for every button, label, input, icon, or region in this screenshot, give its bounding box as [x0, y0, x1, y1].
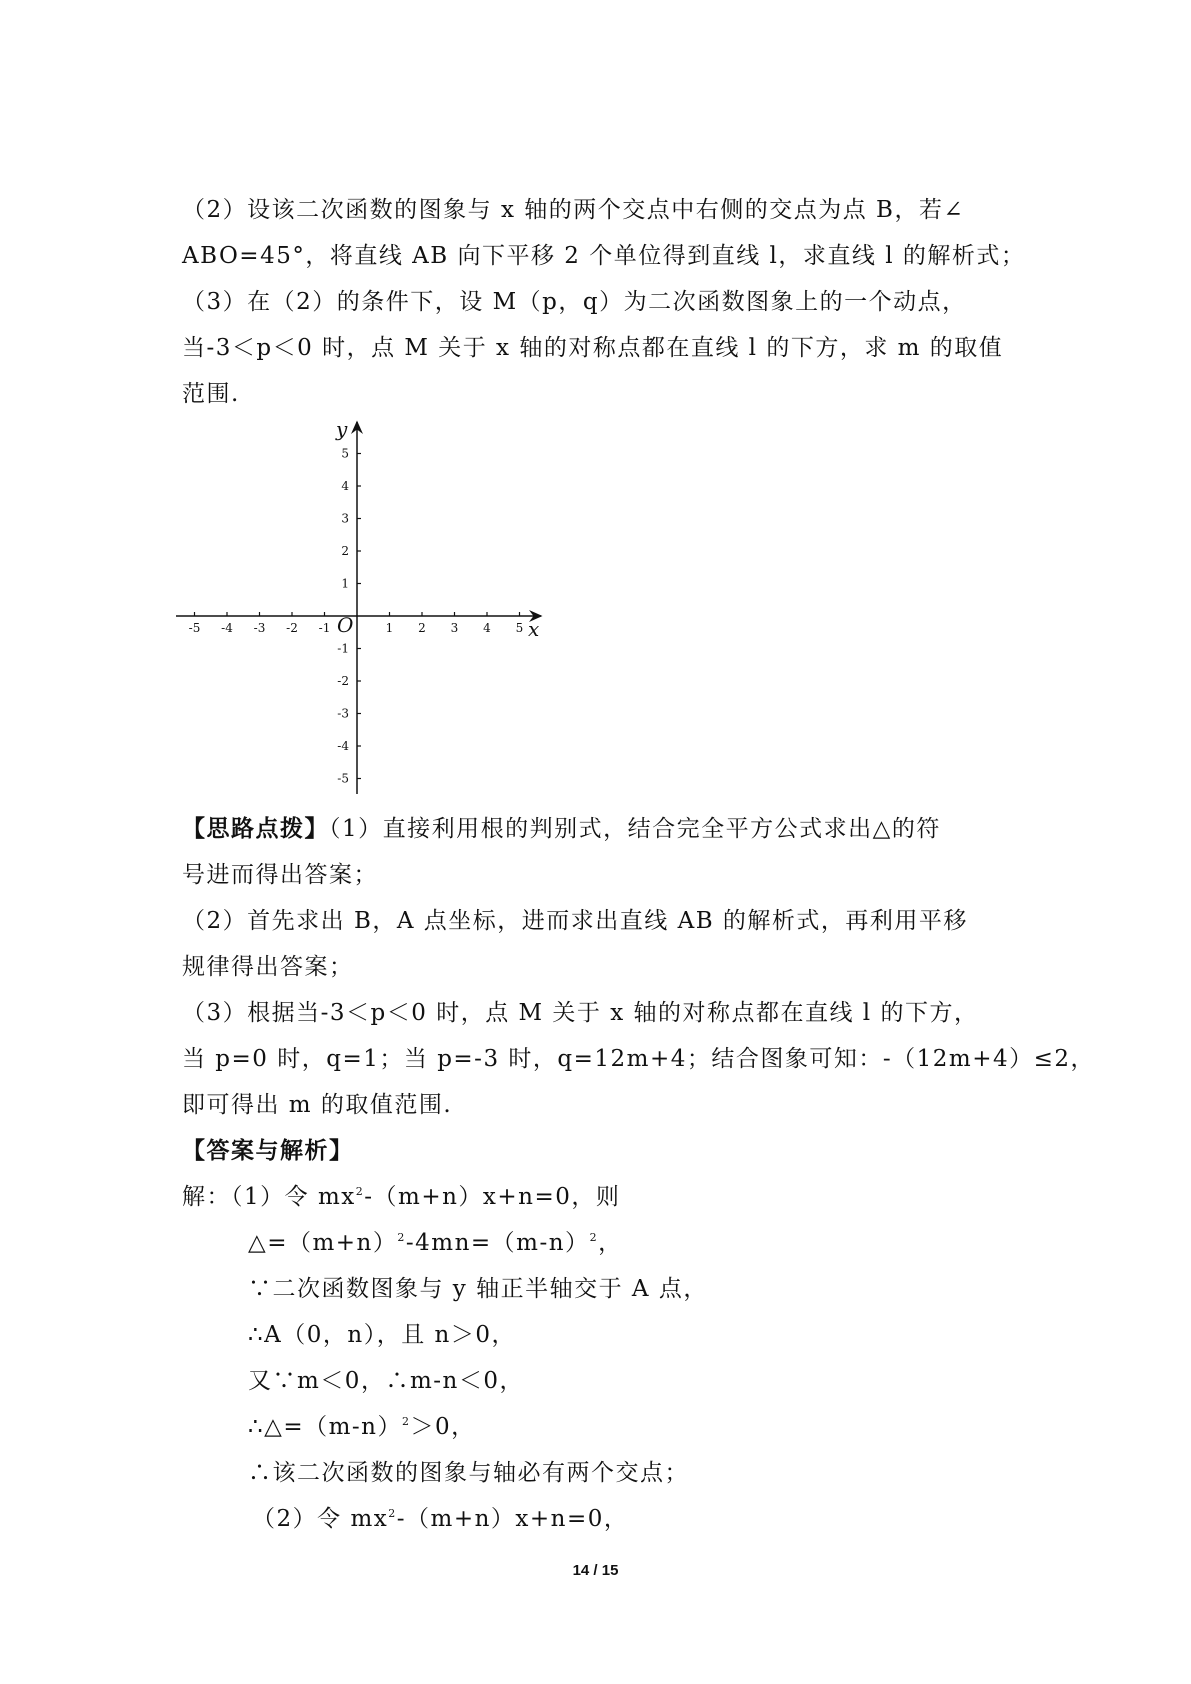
exponent: 2	[589, 1231, 599, 1244]
x-tick-label: -5	[188, 621, 201, 635]
origin-label: O	[337, 613, 354, 637]
y-tick-label: 3	[341, 511, 349, 526]
part2-line2: ABO=45°，将直线 AB 向下平移 2 个单位得到直线 l，求直线 l 的解析式；	[182, 243, 1026, 269]
part3-line2: 当-3＜p＜0 时，点 M 关于 x 轴的对称点都在直线 l 的下方，求 m 的取值	[182, 335, 1004, 361]
coordinate-graph	[176, 418, 556, 800]
part3-line1: （3）在（2）的条件下，设 M（p，q）为二次函数图象上的一个动点，	[182, 289, 967, 315]
exponent: 2	[388, 1507, 397, 1520]
x-tick-label: -1	[318, 621, 331, 635]
hint-line6: 当 p=0 时，q=1；当 p=-3 时，q=12m+4；结合图象可知：-（12m+4）≤2，	[182, 1046, 1096, 1072]
exponent: 2	[355, 1185, 365, 1198]
y-tick-label: -5	[337, 771, 349, 786]
hint-line5: （3）根据当-3＜p＜0 时，点 M 关于 x 轴的对称点都在直线 l 的下方，	[182, 1000, 979, 1026]
y-tick-label: 2	[341, 544, 349, 558]
y-tick-label: 4	[341, 479, 349, 493]
part3-line3: 范围.	[182, 381, 240, 407]
page-number: 14 / 15	[572, 1562, 619, 1579]
y-tick-label: -2	[337, 674, 349, 688]
y-tick-label: -4	[337, 739, 349, 753]
hint-line2: 号进而得出答案；	[182, 862, 378, 888]
y-axis-label: y	[336, 418, 348, 441]
solution-line2: $\triangle=(m+n)^2-4mn=(m-n)^2$，	[248, 1230, 623, 1256]
hint-heading: 【思路点拨】	[182, 815, 329, 842]
solution-line4: ∴A（0，n），且 n＞0，	[248, 1322, 516, 1348]
x-tick-label: 2	[418, 621, 426, 635]
hint-line1-text: （1）直接利用根的判别式，结合完全平方公式求出△的符	[329, 816, 941, 842]
y-tick-label: -1	[337, 641, 349, 656]
exponent: 2	[402, 1415, 411, 1428]
x-tick-label: 1	[385, 621, 394, 635]
solution-line3: ∵二次函数图象与 y 轴正半轴交于 A 点，	[248, 1276, 708, 1302]
solution-line6: $\therefore\triangle=(m-n)^2>0$，	[248, 1414, 476, 1440]
y-tick-label: 5	[341, 446, 349, 461]
hint-line1	[182, 806, 1012, 852]
y-tick-label: 1	[341, 576, 349, 591]
x-tick-label: 5	[515, 621, 524, 635]
x-tick-label: -2	[286, 621, 298, 635]
y-tick-label: -3	[337, 706, 349, 721]
x-tick-label: 3	[450, 621, 459, 635]
part2-line1: （2）设该二次函数的图象与 x 轴的两个交点中右侧的交点为点 B，若∠	[182, 197, 965, 223]
solution-line5: 又∵m＜0，∴m-n＜0，	[248, 1368, 524, 1394]
exponent: 2	[397, 1231, 406, 1244]
x-axis-label: x	[528, 617, 540, 641]
x-tick-label: -4	[221, 621, 233, 635]
answer-heading: 【答案与解析】	[182, 1137, 354, 1164]
solution-line8: （2）令 $mx^2-(m+n)x+n=0$，	[252, 1506, 629, 1532]
hint-line4: 规律得出答案；	[182, 954, 354, 980]
x-tick-label: 4	[483, 621, 491, 635]
hint-line3: （2）首先求出 B，A 点坐标，进而求出直线 AB 的解析式，再利用平移	[182, 908, 968, 934]
solution-line1: 解：（1）令 $mx^2-(m+n)x+n=0$，则	[182, 1184, 621, 1210]
solution-line7: ∴该二次函数的图象与轴必有两个交点；	[248, 1460, 689, 1486]
x-tick-label: -3	[253, 621, 266, 635]
hint-line7: 即可得出 m 的取值范围.	[182, 1092, 453, 1118]
